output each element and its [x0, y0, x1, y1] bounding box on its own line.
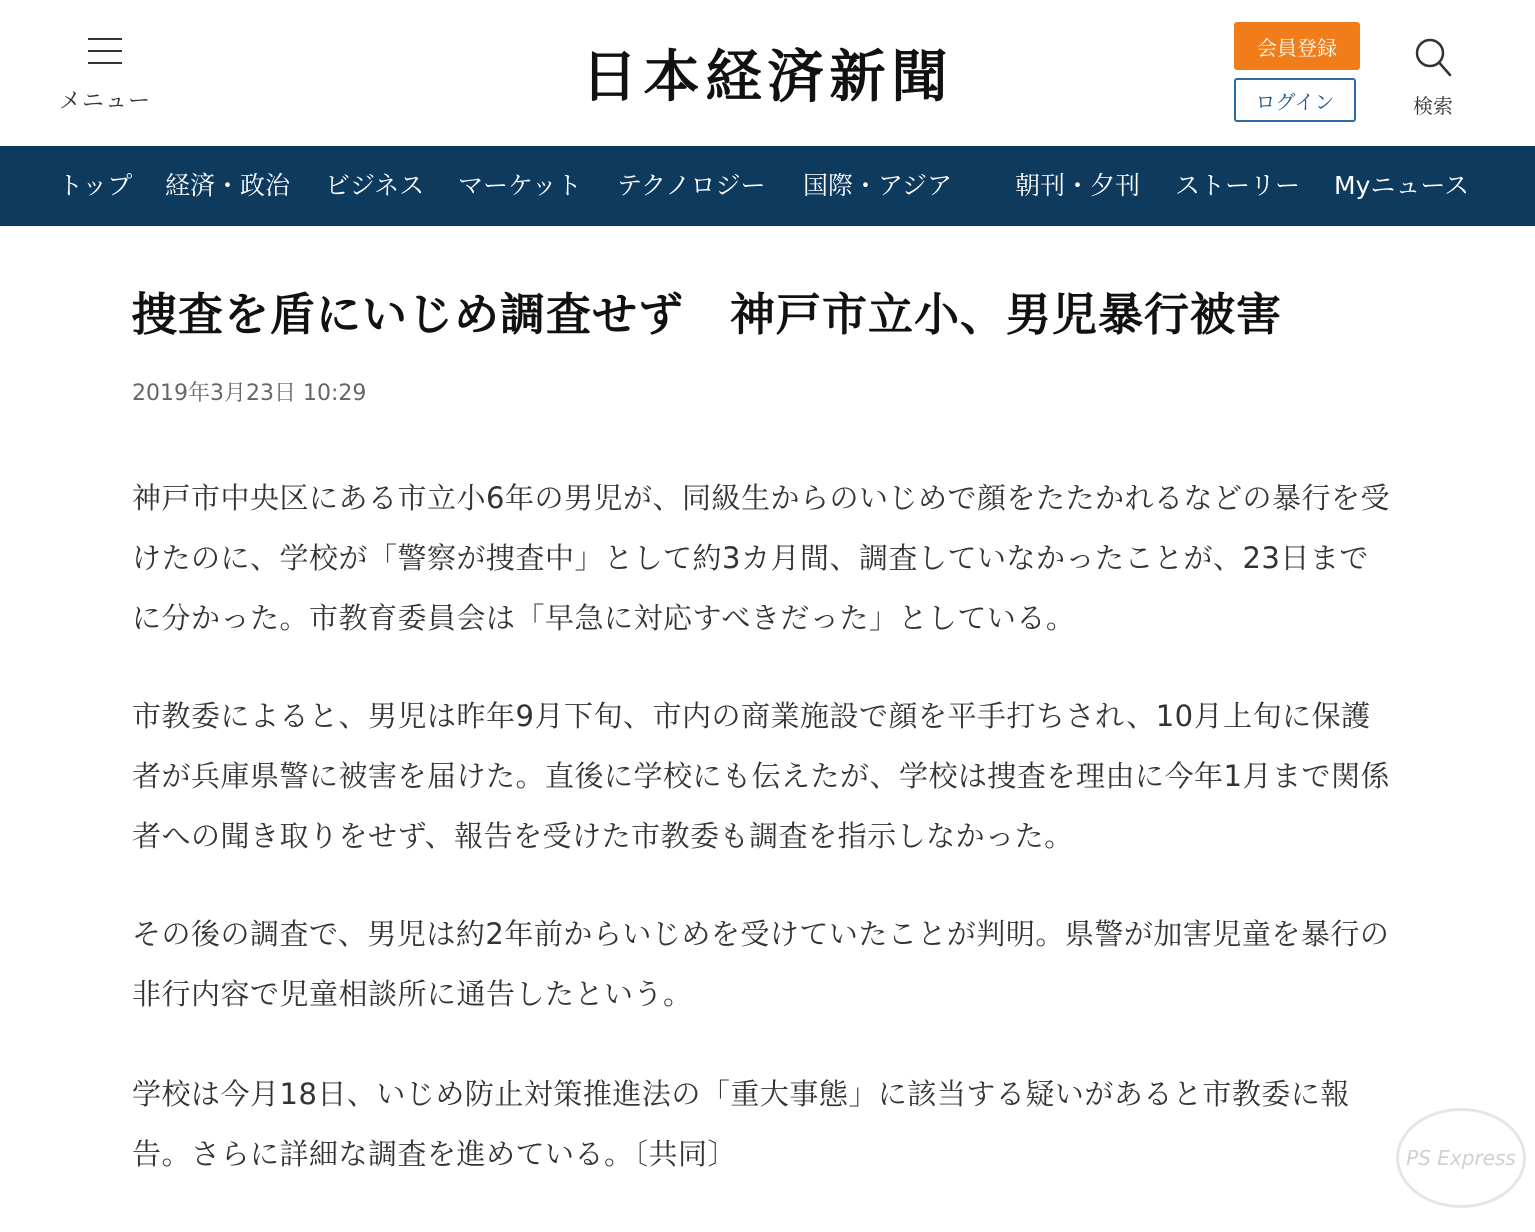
nav-item-economy-politics[interactable]: 経済・政治	[165, 171, 291, 200]
article-headline: 捜査を盾にいじめ調査せず 神戸市立小、男児暴行被害	[132, 288, 1283, 341]
nav-item-morning-evening[interactable]: 朝刊・夕刊	[1015, 171, 1141, 200]
site-logo[interactable]: 日本経済新聞	[581, 44, 954, 110]
nav-item-market[interactable]: マーケット	[458, 171, 582, 200]
nav-item-international-asia[interactable]: 国際・アジア	[803, 171, 953, 200]
nav-item-story[interactable]: ストーリー	[1175, 171, 1301, 200]
nav-item-business[interactable]: ビジネス	[325, 171, 425, 200]
login-button[interactable]: ログイン	[1234, 78, 1356, 122]
search-button[interactable]	[1398, 32, 1468, 122]
search-icon	[1413, 36, 1453, 78]
article-paragraph: 学校は今月18日、いじめ防止対策推進法の「重大事態」に該当する疑いがあると市教委に報告。さらに詳細な調査を進めている。〔共同〕	[132, 1077, 1350, 1171]
ps-express-watermark: PS Express	[1396, 1108, 1526, 1208]
hamburger-icon	[88, 36, 122, 66]
article-paragraph: その後の調査で、男児は約2年前からいじめを受けていたことが判明。県警が加害児童を暴行の非行内容で児童相談所に通告したという。	[132, 917, 1390, 1011]
menu-label: メニュー	[58, 89, 151, 114]
nav-item-my-news[interactable]: Myニュース	[1334, 171, 1470, 200]
nav-item-technology[interactable]: テクノロジー	[617, 171, 766, 200]
main-nav	[0, 146, 1535, 226]
article-paragraph: 神戸市中央区にある市立小6年の男児が、同級生からのいじめで顔をたたかれるなどの暴行を受けたのに、学校が「警察が捜査中」として約3カ月間、調査していなかったことが、23日までに分かった。市教育委員会は「早急に対応すべきだった」としている。	[132, 481, 1390, 635]
article-paragraph: 市教委によると、男児は昨年9月下旬、市内の商業施設で顔を平手打ちされ、10月上旬に保護者が兵庫県警に被害を届けた。直後に学校にも伝えたが、学校は捜査を理由に今年1月まで関係者への聞き取りをせず、報告を受けた市教委も調査を指示しなかった。	[132, 699, 1390, 853]
register-button[interactable]: 会員登録	[1234, 22, 1360, 70]
article-timestamp: 2019年3月23日 10:29	[132, 381, 367, 406]
site-header	[0, 0, 1535, 146]
nav-item-top[interactable]: トップ	[58, 171, 133, 200]
menu-button[interactable]	[55, 32, 155, 120]
search-label: 検索	[1413, 94, 1453, 118]
